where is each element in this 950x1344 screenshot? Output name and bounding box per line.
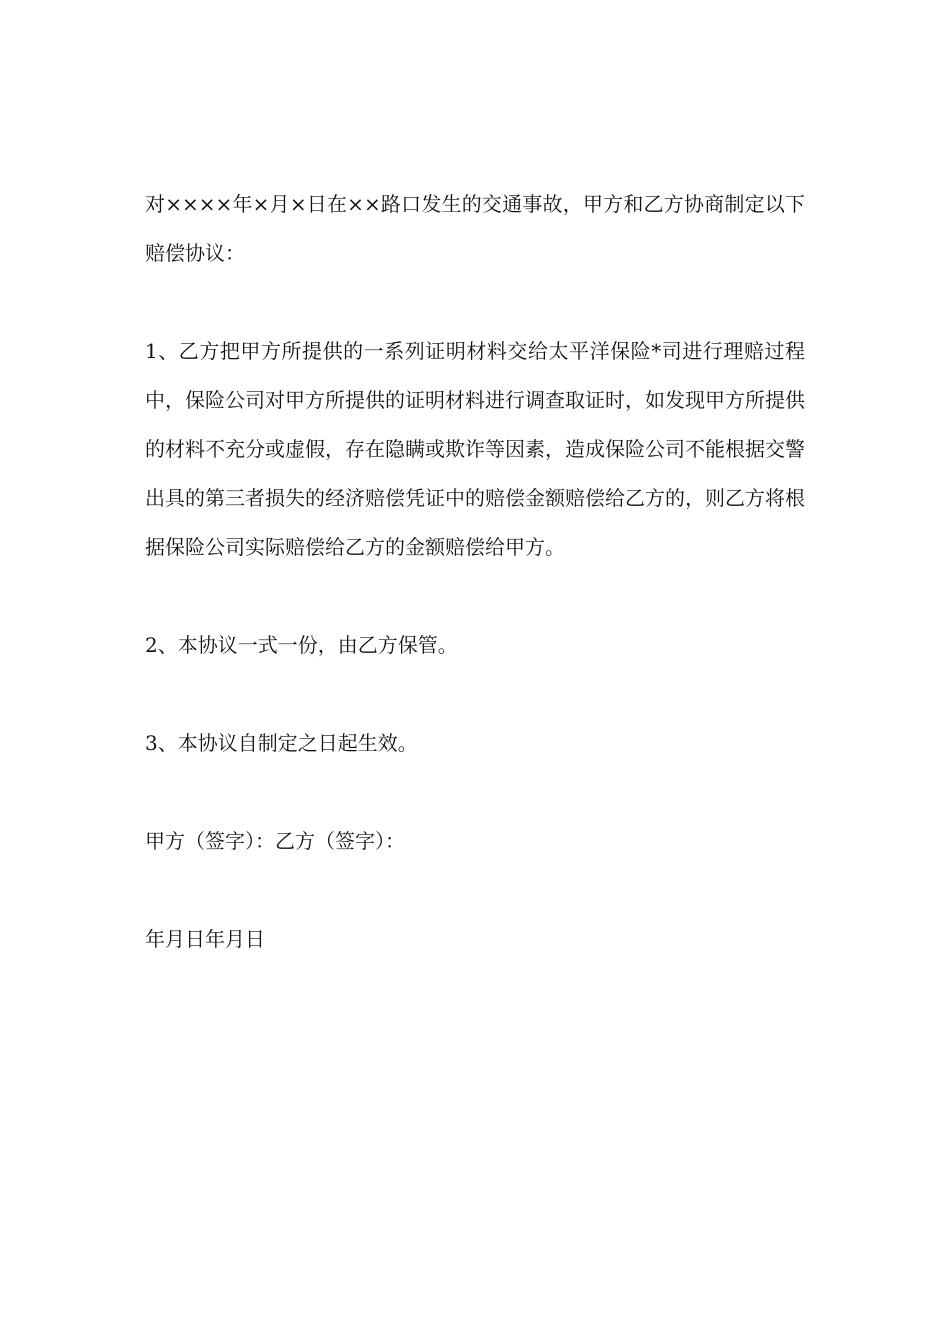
intro-paragraph: 对××××年×月×日在××路口发生的交通事故，甲方和乙方协商制定以下赔偿协议： <box>145 192 805 265</box>
date-line: 年月日年月日 <box>145 927 265 951</box>
clause-2-paragraph: 2、本协议一式一份，由乙方保管。 <box>145 633 458 657</box>
paragraph-spacer <box>145 670 805 719</box>
signature-line: 甲方（签字）：乙方（签字）： <box>145 829 405 853</box>
clause-3-paragraph: 3、本协议自制定之日起生效。 <box>145 731 418 755</box>
paragraph-spacer <box>145 572 805 621</box>
clause-1-paragraph: 1、乙方把甲方所提供的一系列证明材料交给太平洋保险*司进行理赔过程中，保险公司对甲方所提供的证明材料进行调查取证时，如发现甲方所提供的材料不充分或虚假，存在隐瞒或欺诈等因素，造成保险公司不能根据交警出具的第三者损失的经济赔偿凭证中的赔偿金额赔偿给乙方的，则乙方将根据保险公司实际赔偿给乙方的金额赔偿给甲方。 <box>145 339 805 559</box>
paragraph-spacer <box>145 768 805 817</box>
paragraph-spacer <box>145 866 805 915</box>
document-body <box>145 180 805 964</box>
paragraph-spacer <box>145 278 805 327</box>
